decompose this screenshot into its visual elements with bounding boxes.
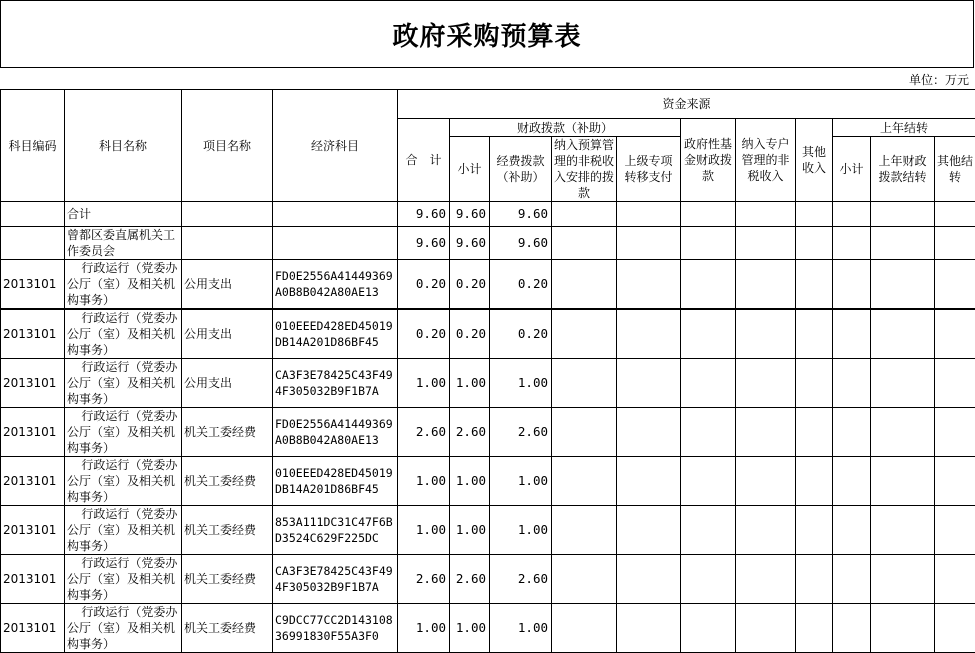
header-fiscal-subtotal: 小计 <box>450 137 490 202</box>
cell-econ: FD0E2556A41449369A0B8B042A80AE13 <box>273 260 398 310</box>
table-row <box>1 408 975 457</box>
cell-expense: 9.60 <box>490 227 552 260</box>
cell-subtotal: 9.60 <box>450 227 490 260</box>
header-last-year-group: 上年结转 <box>833 119 975 137</box>
cell-econ: CA3F3E78425C43F494F305032B9F1B7A <box>273 555 398 604</box>
cell-code: 2013101 <box>1 309 65 359</box>
table-row <box>1 604 975 653</box>
header-row-1 <box>1 90 975 119</box>
cell-subtotal: 0.20 <box>450 309 490 359</box>
cell-subtotal: 2.60 <box>450 408 490 457</box>
cell-total: 2.60 <box>398 555 450 604</box>
cell-econ <box>273 227 398 260</box>
cell-econ: FD0E2556A41449369A0B8B042A80AE13 <box>273 408 398 457</box>
table-row <box>1 457 975 506</box>
cell-total: 0.20 <box>398 309 450 359</box>
cell-total: 0.20 <box>398 260 450 310</box>
cell-total: 1.00 <box>398 604 450 653</box>
cell-project <box>182 227 273 260</box>
cell-econ: 010EEED428ED45019DB14A201D86BF45 <box>273 457 398 506</box>
cell-subtotal: 9.60 <box>450 202 490 227</box>
cell-subject: 曾都区委直属机关工作委员会 <box>65 227 182 260</box>
cell-expense: 1.00 <box>490 604 552 653</box>
cell-project: 公用支出 <box>182 260 273 310</box>
cell-code: 2013101 <box>1 457 65 506</box>
table-row <box>1 309 975 359</box>
table-row <box>1 555 975 604</box>
cell-total: 1.00 <box>398 506 450 555</box>
title-box <box>0 0 974 68</box>
cell-code: 2013101 <box>1 555 65 604</box>
table-row <box>1 506 975 555</box>
cell-subject: 行政运行（党委办公厅（室）及相关机构事务） <box>65 260 182 310</box>
cell-total: 9.60 <box>398 202 450 227</box>
table-row <box>1 359 975 408</box>
cell-expense: 0.20 <box>490 260 552 310</box>
header-ly-subtotal: 小计 <box>833 137 871 202</box>
cell-econ: C9DCC77CC2D14310836991830F55A3F0 <box>273 604 398 653</box>
cell-project: 公用支出 <box>182 309 273 359</box>
cell-project: 机关工委经费 <box>182 604 273 653</box>
cell-subtotal: 1.00 <box>450 359 490 408</box>
cell-expense: 1.00 <box>490 359 552 408</box>
cell-total: 1.00 <box>398 457 450 506</box>
cell-subject: 合计 <box>65 202 182 227</box>
cell-expense: 2.60 <box>490 408 552 457</box>
header-ly-fiscal: 上年财政拨款结转 <box>871 137 935 202</box>
cell-code <box>1 227 65 260</box>
cell-subtotal: 1.00 <box>450 457 490 506</box>
table-row <box>1 260 975 310</box>
cell-project: 机关工委经费 <box>182 457 273 506</box>
cell-project: 公用支出 <box>182 359 273 408</box>
cell-econ: CA3F3E78425C43F494F305032B9F1B7A <box>273 359 398 408</box>
cell-code: 2013101 <box>1 359 65 408</box>
cell-subject: 行政运行（党委办公厅（室）及相关机构事务） <box>65 555 182 604</box>
header-project-name: 项目名称 <box>182 90 273 202</box>
table-row <box>1 227 975 260</box>
table-row <box>1 202 975 227</box>
header-fund-source: 资金来源 <box>398 90 975 119</box>
header-fiscal-expense: 经费拨款（补助） <box>490 137 552 202</box>
cell-total: 9.60 <box>398 227 450 260</box>
cell-total: 1.00 <box>398 359 450 408</box>
cell-econ: 853A111DC31C47F6BD3524C629F225DC <box>273 506 398 555</box>
header-fiscal-transfer: 上级专项转移支付 <box>617 137 681 202</box>
cell-expense: 0.20 <box>490 309 552 359</box>
cell-code: 2013101 <box>1 604 65 653</box>
cell-econ: 010EEED428ED45019DB14A201D86BF45 <box>273 309 398 359</box>
cell-subject: 行政运行（党委办公厅（室）及相关机构事务） <box>65 408 182 457</box>
cell-expense: 1.00 <box>490 457 552 506</box>
cell-subject: 行政运行（党委办公厅（室）及相关机构事务） <box>65 604 182 653</box>
budget-table <box>0 89 975 653</box>
cell-code <box>1 202 65 227</box>
cell-total: 2.60 <box>398 408 450 457</box>
cell-subject: 行政运行（党委办公厅（室）及相关机构事务） <box>65 359 182 408</box>
header-gov-fund: 政府性基金财政拨款 <box>681 119 736 202</box>
cell-subtotal: 2.60 <box>450 555 490 604</box>
cell-subtotal: 1.00 <box>450 506 490 555</box>
cell-code: 2013101 <box>1 506 65 555</box>
header-fiscal-group: 财政拨款（补助） <box>450 119 681 137</box>
cell-subtotal: 0.20 <box>450 260 490 310</box>
cell-project: 机关工委经费 <box>182 555 273 604</box>
page-title: 政府采购预算表 <box>392 16 581 53</box>
header-code: 科目编码 <box>1 90 65 202</box>
cell-code: 2013101 <box>1 408 65 457</box>
cell-subject: 行政运行（党委办公厅（室）及相关机构事务） <box>65 309 182 359</box>
cell-subject: 行政运行（党委办公厅（室）及相关机构事务） <box>65 506 182 555</box>
cell-project: 机关工委经费 <box>182 506 273 555</box>
cell-econ <box>273 202 398 227</box>
cell-subtotal: 1.00 <box>450 604 490 653</box>
cell-expense: 1.00 <box>490 506 552 555</box>
header-special-nontax: 纳入专户管理的非税收入 <box>736 119 796 202</box>
cell-code: 2013101 <box>1 260 65 310</box>
header-ly-other: 其他结转 <box>935 137 975 202</box>
cell-project: 机关工委经费 <box>182 408 273 457</box>
cell-subject: 行政运行（党委办公厅（室）及相关机构事务） <box>65 457 182 506</box>
header-subject-name: 科目名称 <box>65 90 182 202</box>
header-fiscal-nontax: 纳入预算管理的非税收入安排的拨款 <box>552 137 617 202</box>
header-other-income: 其他收入 <box>796 119 833 202</box>
cell-project <box>182 202 273 227</box>
header-total: 合 计 <box>398 119 450 202</box>
header-economic-subject: 经济科目 <box>273 90 398 202</box>
cell-expense: 9.60 <box>490 202 552 227</box>
cell-expense: 2.60 <box>490 555 552 604</box>
unit-label: 单位：万元 <box>909 71 969 88</box>
